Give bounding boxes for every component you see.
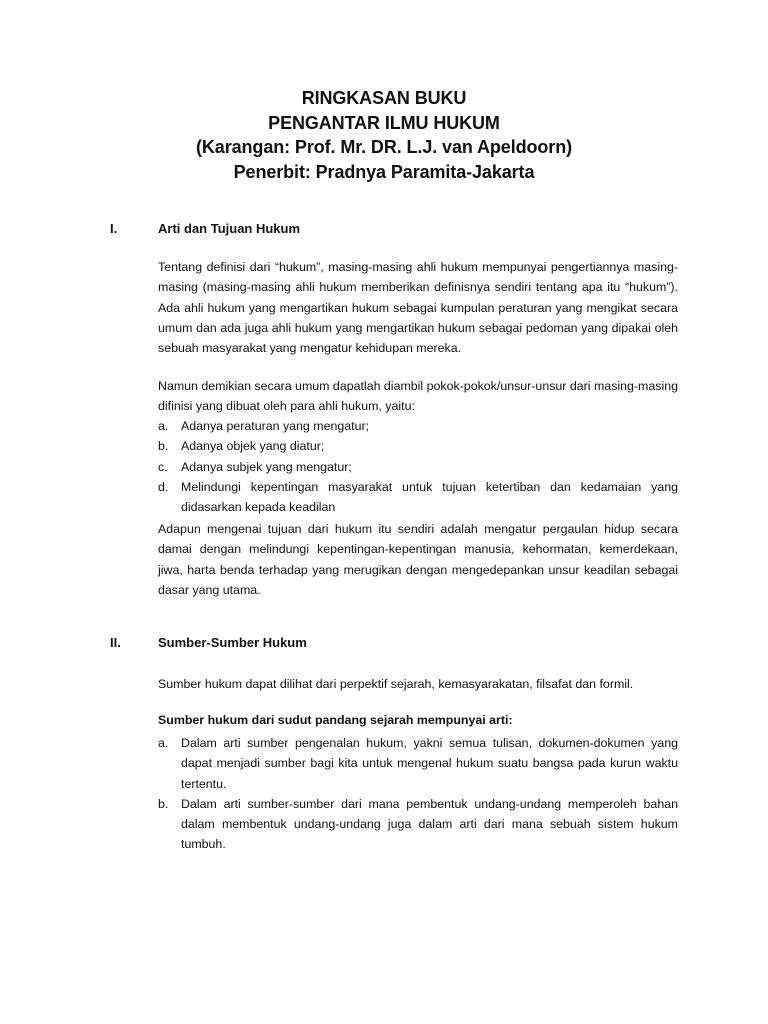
section-1-paragraph-2: Namun demikian secara umum dapatlah diambil pokok-pokok/unsur-unsur dari masing-masing difinisi yang dibuat oleh para ahli hukum, yaitu: (158, 379, 678, 414)
list-item-text: Dalam arti sumber-sumber dari mana pembentuk undang-undang memperoleh bahan dalam membentuk undang-undang juga dalam arti dari mana sebuah sistem hukum tumbuh. (181, 796, 678, 852)
list-marker: d. (158, 479, 169, 494)
title-line-4: Penerbit: Pradnya Paramita-Jakarta (233, 161, 535, 182)
section-heading: Arti dan Tujuan Hukum (158, 221, 301, 236)
list-item-text: Adanya objek yang diatur; (181, 439, 325, 454)
section-2-list (158, 733, 678, 855)
list-item (158, 733, 678, 794)
section-number: I. (110, 221, 118, 236)
list-item (158, 436, 678, 456)
title-line-3: (Karangan: Prof. Mr. DR. L.J. van Apeldoorn) (196, 137, 572, 157)
list-item (158, 416, 678, 436)
list-item-text: Melindungi kepentingan masyarakat untuk tujuan ketertiban dan kedamaian yang didasarkan kepada keadilan (181, 479, 678, 515)
list-item (158, 457, 678, 477)
list-item-text: Dalam arti sumber pengenalan hukum, yakni semua tulisan, dokumen-dokumen yang dapat menjadi sumber bagi kita untuk mengenal hukum suatu bangsa pada kurun waktu tertentu. (181, 736, 678, 791)
document-title (0, 86, 768, 184)
title-line-2: PENGANTAR ILMU HUKUM (268, 112, 500, 133)
section-2-subheading: Sumber hukum dari sudut pandang sejarah mempunyai arti: (158, 713, 513, 727)
list-marker: b. (158, 796, 169, 811)
list-marker: c. (158, 459, 168, 474)
section-1-list (158, 416, 678, 517)
list-item-text: Adanya subjek yang mengatur; (181, 459, 352, 474)
section-1-paragraph-3: Adapun mengenai tujuan dari hukum itu sendiri adalah mengatur pergaulan hidup secara damai dengan melindungi kepentingan-kepentingan manusia, kehormatan, kemerdekaan, jiwa, harta benda terhadap yang merugikan dengan mengedepankan unsur keadilan sebagai dasar yang utama. (158, 522, 678, 597)
section-number: II. (110, 635, 121, 650)
list-item (158, 477, 678, 518)
list-item-text: Adanya peraturan yang mengatur; (181, 419, 370, 433)
section-1-paragraph-1: Tentang definisi dari “hukum”, masing-masing ahli hukum mempunyai pengertiannya masing-masing (masing-masing ahli hukum memberikan definisnya sendiri tentang apa itu “hukum”). Ada ahli hukum yang mengartikan hukum sebagai kumpulan peraturan yang mengikat secara umum dan ada juga ahli hukum yang mengartikan hukum sebagai pedoman yang dipakai oleh sebuah masyarakat yang mengatur kehidupan mereka. (158, 260, 678, 356)
title-line-1: RINGKASAN BUKU (301, 88, 467, 108)
list-marker: b. (158, 439, 169, 454)
list-item (158, 794, 678, 855)
section-heading: Sumber-Sumber Hukum (158, 635, 307, 650)
section-2-paragraph-1: Sumber hukum dapat dilihat dari perpektif sejarah, kemasyarakatan, filsafat dan formil. (158, 677, 634, 691)
list-marker: a. (158, 419, 169, 433)
list-marker: a. (158, 736, 169, 750)
